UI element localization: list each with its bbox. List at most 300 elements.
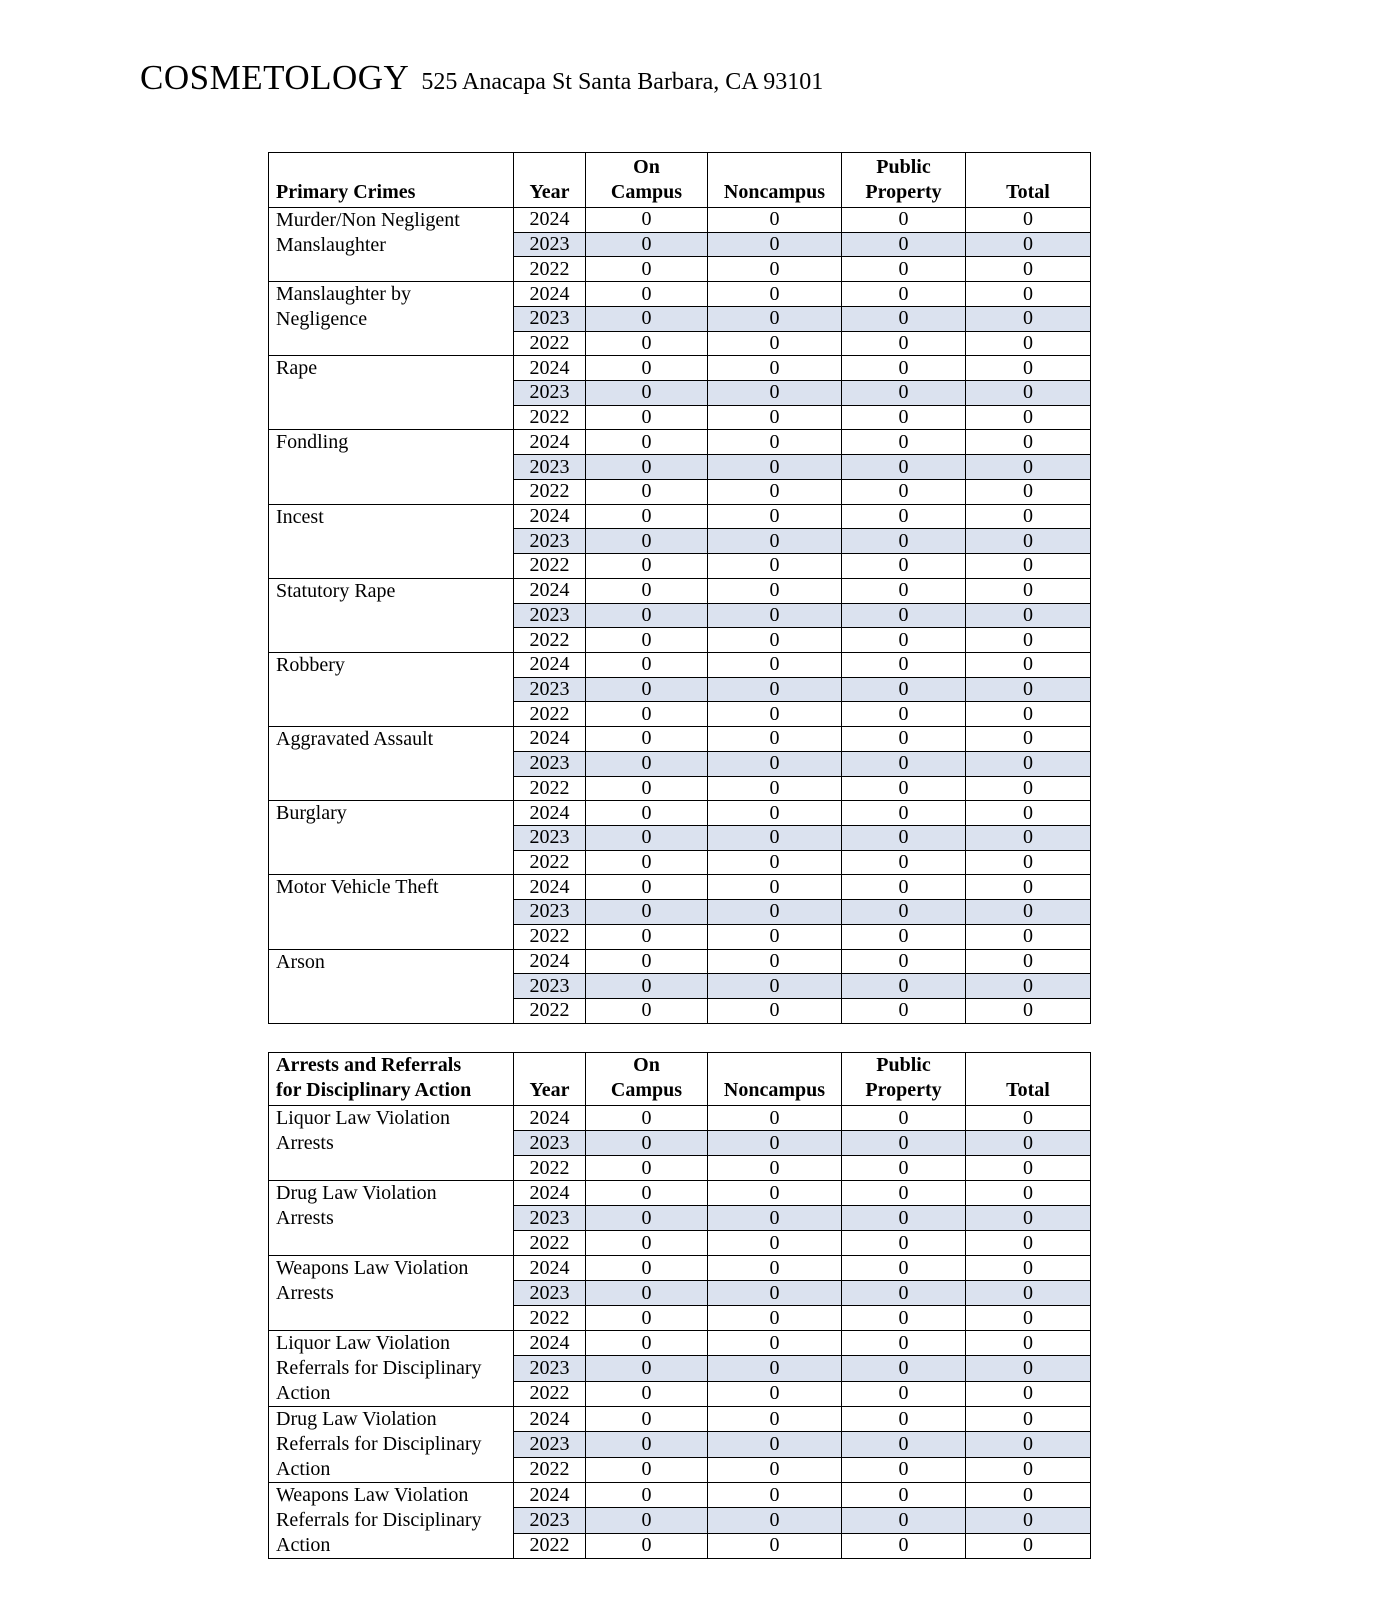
value-cell: 0 (586, 455, 708, 480)
value-cell: 0 (966, 381, 1091, 406)
value-cell: 0 (708, 1306, 842, 1331)
value-cell: 0 (966, 1131, 1091, 1156)
year-cell: 2022 (514, 628, 586, 653)
value-cell: 0 (586, 924, 708, 949)
robbery-row-2024 (269, 652, 1091, 677)
value-cell: 0 (708, 1457, 842, 1482)
value-cell: 0 (586, 282, 708, 307)
year-cell: 2024 (514, 875, 586, 900)
primary-crimes-title-line-1: Primary Crimes (276, 181, 416, 203)
category-name-cell (269, 875, 514, 949)
manslaughter-by-negligence-row-2024 (269, 282, 1091, 307)
value-cell: 0 (842, 850, 966, 875)
value-cell: 0 (708, 974, 842, 999)
year-cell: 2022 (514, 702, 586, 727)
value-cell: 0 (966, 751, 1091, 776)
year-cell: 2023 (514, 1206, 586, 1231)
value-cell: 0 (586, 652, 708, 677)
value-cell: 0 (586, 949, 708, 974)
value-cell: 0 (966, 306, 1091, 331)
value-cell: 0 (966, 554, 1091, 579)
value-cell: 0 (842, 1381, 966, 1406)
year-cell: 2024 (514, 356, 586, 381)
value-cell: 0 (586, 702, 708, 727)
value-cell: 0 (586, 578, 708, 603)
value-cell: 0 (708, 381, 842, 406)
year-cell: 2023 (514, 1356, 586, 1381)
arrests-and-referrals-title-line-1: Arrests and Referrals (276, 1054, 462, 1076)
drug-law-violation-referrals-for-disciplinary-action-line-3: Action (276, 1458, 331, 1480)
year-cell: 2022 (514, 999, 586, 1024)
year-cell: 2024 (514, 1483, 586, 1508)
value-cell: 0 (586, 801, 708, 826)
rape-line-1: Rape (276, 357, 318, 380)
value-cell: 0 (708, 801, 842, 826)
column-header-public-property (842, 153, 966, 208)
column-header-on-campus (586, 153, 708, 208)
value-cell: 0 (966, 257, 1091, 282)
column-header-public-property-line-2: Property (865, 1079, 942, 1101)
value-cell: 0 (842, 1508, 966, 1533)
category-name-cell (269, 1181, 514, 1256)
value-cell: 0 (966, 1331, 1091, 1356)
arson-row-2024 (269, 949, 1091, 974)
document-header (140, 58, 823, 98)
column-header-year (514, 1053, 586, 1106)
primary-crimes-table-body (269, 208, 1091, 1024)
year-cell: 2023 (514, 825, 586, 850)
column-header-public-property-line-1: Public (876, 1054, 931, 1076)
value-cell: 0 (842, 776, 966, 801)
weapons-law-violation-referrals-for-disciplinary-action-line-3: Action (276, 1534, 331, 1556)
year-cell: 2024 (514, 1106, 586, 1131)
value-cell: 0 (586, 727, 708, 752)
value-cell: 0 (966, 1533, 1091, 1558)
value-cell: 0 (708, 1156, 842, 1181)
year-cell: 2023 (514, 1508, 586, 1533)
value-cell: 0 (842, 356, 966, 381)
arson-line-1: Arson (276, 950, 325, 973)
value-cell: 0 (842, 1306, 966, 1331)
value-cell: 0 (708, 455, 842, 480)
value-cell: 0 (842, 1181, 966, 1206)
value-cell: 0 (966, 282, 1091, 307)
value-cell: 0 (586, 1508, 708, 1533)
value-cell: 0 (966, 727, 1091, 752)
value-cell: 0 (842, 999, 966, 1024)
column-header-year-line-1: Year (529, 181, 570, 203)
value-cell: 0 (842, 875, 966, 900)
primary-crimes-title-header (269, 153, 514, 208)
value-cell: 0 (586, 1457, 708, 1482)
value-cell: 0 (842, 1331, 966, 1356)
value-cell: 0 (708, 1508, 842, 1533)
year-cell: 2024 (514, 652, 586, 677)
value-cell: 0 (966, 677, 1091, 702)
category-name-cell (269, 1256, 514, 1331)
arrests-referrals-table-header (269, 1053, 1091, 1106)
value-cell: 0 (842, 479, 966, 504)
value-cell: 0 (586, 356, 708, 381)
value-cell: 0 (966, 1106, 1091, 1131)
year-cell: 2022 (514, 257, 586, 282)
value-cell: 0 (842, 1356, 966, 1381)
value-cell: 0 (708, 603, 842, 628)
column-header-on-campus-line-1: On (633, 1054, 660, 1076)
value-cell: 0 (966, 1256, 1091, 1281)
category-name-cell (269, 430, 514, 504)
value-cell: 0 (708, 1206, 842, 1231)
value-cell: 0 (966, 1381, 1091, 1406)
value-cell: 0 (586, 974, 708, 999)
value-cell: 0 (842, 232, 966, 257)
value-cell: 0 (586, 1256, 708, 1281)
category-name-cell (269, 1331, 514, 1407)
value-cell: 0 (966, 504, 1091, 529)
value-cell: 0 (966, 603, 1091, 628)
year-cell: 2023 (514, 455, 586, 480)
category-name-cell (269, 727, 514, 801)
column-header-total (966, 153, 1091, 208)
value-cell: 0 (708, 1356, 842, 1381)
value-cell: 0 (586, 1206, 708, 1231)
value-cell: 0 (966, 331, 1091, 356)
arrests-referrals-table (268, 1052, 1091, 1559)
year-cell: 2023 (514, 381, 586, 406)
value-cell: 0 (586, 1356, 708, 1381)
value-cell: 0 (586, 1306, 708, 1331)
value-cell: 0 (586, 430, 708, 455)
value-cell: 0 (966, 1407, 1091, 1432)
value-cell: 0 (708, 405, 842, 430)
value-cell: 0 (966, 924, 1091, 949)
value-cell: 0 (586, 825, 708, 850)
value-cell: 0 (708, 1407, 842, 1432)
year-cell: 2024 (514, 1181, 586, 1206)
incest-line-1: Incest (276, 505, 324, 528)
value-cell: 0 (586, 1131, 708, 1156)
value-cell: 0 (966, 776, 1091, 801)
value-cell: 0 (708, 208, 842, 233)
manslaughter-by-negligence-line-1: Manslaughter by (276, 283, 411, 306)
value-cell: 0 (708, 282, 842, 307)
column-header-on-campus (586, 1053, 708, 1106)
murder-non-negligent-manslaughter-line-2: Manslaughter (276, 233, 386, 256)
value-cell: 0 (842, 1407, 966, 1432)
value-cell: 0 (966, 825, 1091, 850)
value-cell: 0 (586, 208, 708, 233)
primary-crimes-header-row (269, 153, 1091, 208)
value-cell: 0 (842, 677, 966, 702)
value-cell: 0 (842, 504, 966, 529)
value-cell: 0 (708, 825, 842, 850)
fondling-row-2024 (269, 430, 1091, 455)
year-cell: 2023 (514, 677, 586, 702)
value-cell: 0 (842, 1533, 966, 1558)
value-cell: 0 (586, 751, 708, 776)
year-cell: 2022 (514, 479, 586, 504)
value-cell: 0 (842, 1156, 966, 1181)
year-cell: 2024 (514, 1331, 586, 1356)
value-cell: 0 (708, 677, 842, 702)
year-cell: 2022 (514, 1156, 586, 1181)
column-header-public-property-line-1: Public (876, 156, 931, 178)
value-cell: 0 (708, 900, 842, 925)
value-cell: 0 (708, 949, 842, 974)
value-cell: 0 (842, 381, 966, 406)
column-header-total-line-1: Total (1006, 1079, 1050, 1101)
column-header-year-line-1: Year (529, 1079, 570, 1101)
category-name-cell (269, 282, 514, 356)
arrests-and-referrals-header-row (269, 1053, 1091, 1106)
motor-vehicle-theft-line-1: Motor Vehicle Theft (276, 876, 439, 899)
value-cell: 0 (708, 479, 842, 504)
column-header-total-line-1: Total (1006, 181, 1050, 203)
year-cell: 2023 (514, 306, 586, 331)
value-cell: 0 (708, 331, 842, 356)
category-name-cell (269, 801, 514, 875)
value-cell: 0 (966, 850, 1091, 875)
manslaughter-by-negligence-line-2: Negligence (276, 307, 368, 330)
year-cell: 2023 (514, 603, 586, 628)
value-cell: 0 (586, 479, 708, 504)
category-name-cell (269, 578, 514, 652)
value-cell: 0 (586, 1106, 708, 1131)
value-cell: 0 (842, 1483, 966, 1508)
value-cell: 0 (842, 282, 966, 307)
value-cell: 0 (842, 652, 966, 677)
year-cell: 2024 (514, 504, 586, 529)
value-cell: 0 (708, 1483, 842, 1508)
weapons-law-violation-referrals-for-disciplinary-action-row-2024 (269, 1483, 1091, 1508)
value-cell: 0 (966, 801, 1091, 826)
value-cell: 0 (966, 578, 1091, 603)
year-cell: 2024 (514, 1407, 586, 1432)
value-cell: 0 (966, 1306, 1091, 1331)
category-name-cell (269, 356, 514, 430)
year-cell: 2024 (514, 801, 586, 826)
liquor-law-violation-arrests-line-2: Arrests (276, 1132, 334, 1154)
value-cell: 0 (966, 900, 1091, 925)
year-cell: 2024 (514, 208, 586, 233)
value-cell: 0 (708, 1131, 842, 1156)
value-cell: 0 (842, 900, 966, 925)
aggravated-assault-row-2024 (269, 727, 1091, 752)
year-cell: 2022 (514, 331, 586, 356)
category-name-cell (269, 1483, 514, 1559)
value-cell: 0 (708, 850, 842, 875)
value-cell: 0 (966, 1457, 1091, 1482)
value-cell: 0 (966, 1156, 1091, 1181)
value-cell: 0 (586, 257, 708, 282)
value-cell: 0 (708, 1533, 842, 1558)
primary-crimes-table-header (269, 153, 1091, 208)
year-cell: 2022 (514, 924, 586, 949)
column-header-noncampus (708, 153, 842, 208)
year-cell: 2024 (514, 578, 586, 603)
value-cell: 0 (708, 504, 842, 529)
weapons-law-violation-arrests-row-2024 (269, 1256, 1091, 1281)
column-header-noncampus-line-1: Noncampus (723, 181, 826, 203)
year-cell: 2023 (514, 1131, 586, 1156)
value-cell: 0 (966, 455, 1091, 480)
value-cell: 0 (586, 1407, 708, 1432)
value-cell: 0 (842, 331, 966, 356)
value-cell: 0 (842, 1231, 966, 1256)
value-cell: 0 (708, 1231, 842, 1256)
value-cell: 0 (842, 455, 966, 480)
year-cell: 2022 (514, 554, 586, 579)
value-cell: 0 (842, 578, 966, 603)
category-name-cell (269, 1106, 514, 1181)
year-cell: 2022 (514, 1231, 586, 1256)
value-cell: 0 (966, 208, 1091, 233)
value-cell: 0 (966, 875, 1091, 900)
year-cell: 2024 (514, 282, 586, 307)
category-name-cell (269, 504, 514, 578)
value-cell: 0 (708, 430, 842, 455)
column-header-noncampus (708, 1053, 842, 1106)
value-cell: 0 (586, 1231, 708, 1256)
value-cell: 0 (708, 578, 842, 603)
value-cell: 0 (586, 232, 708, 257)
arrests-referrals-table-body (269, 1106, 1091, 1559)
value-cell: 0 (966, 702, 1091, 727)
value-cell: 0 (842, 1256, 966, 1281)
column-header-public-property-line-2: Property (865, 181, 942, 203)
burglary-row-2024 (269, 801, 1091, 826)
value-cell: 0 (842, 801, 966, 826)
value-cell: 0 (708, 1181, 842, 1206)
category-name-cell (269, 949, 514, 1023)
value-cell: 0 (708, 257, 842, 282)
value-cell: 0 (586, 1331, 708, 1356)
arrests-and-referrals-title-header (269, 1053, 514, 1106)
value-cell: 0 (966, 974, 1091, 999)
value-cell: 0 (586, 306, 708, 331)
value-cell: 0 (708, 751, 842, 776)
value-cell: 0 (708, 232, 842, 257)
value-cell: 0 (842, 702, 966, 727)
value-cell: 0 (842, 430, 966, 455)
value-cell: 0 (842, 1206, 966, 1231)
value-cell: 0 (708, 702, 842, 727)
value-cell: 0 (966, 949, 1091, 974)
value-cell: 0 (966, 1508, 1091, 1533)
burglary-line-1: Burglary (276, 802, 347, 825)
value-cell: 0 (708, 727, 842, 752)
value-cell: 0 (842, 974, 966, 999)
value-cell: 0 (708, 1331, 842, 1356)
value-cell: 0 (842, 1106, 966, 1131)
value-cell: 0 (586, 999, 708, 1024)
column-header-total (966, 1053, 1091, 1106)
drug-law-violation-arrests-line-1: Drug Law Violation (276, 1182, 437, 1204)
value-cell: 0 (586, 875, 708, 900)
rape-row-2024 (269, 356, 1091, 381)
statutory-rape-line-1: Statutory Rape (276, 579, 396, 602)
motor-vehicle-theft-row-2024 (269, 875, 1091, 900)
incest-row-2024 (269, 504, 1091, 529)
value-cell: 0 (842, 529, 966, 554)
value-cell: 0 (966, 1231, 1091, 1256)
value-cell: 0 (586, 850, 708, 875)
value-cell: 0 (842, 1281, 966, 1306)
value-cell: 0 (842, 1131, 966, 1156)
value-cell: 0 (586, 603, 708, 628)
year-cell: 2022 (514, 850, 586, 875)
value-cell: 0 (586, 554, 708, 579)
value-cell: 0 (586, 529, 708, 554)
year-cell: 2023 (514, 900, 586, 925)
liquor-law-violation-referrals-for-disciplinary-action-line-3: Action (276, 1382, 331, 1404)
value-cell: 0 (966, 356, 1091, 381)
value-cell: 0 (842, 208, 966, 233)
campus-address: 525 Anacapa St Santa Barbara, CA 93101 (421, 69, 824, 95)
value-cell: 0 (966, 628, 1091, 653)
value-cell: 0 (586, 776, 708, 801)
value-cell: 0 (842, 306, 966, 331)
column-header-public-property (842, 1053, 966, 1106)
value-cell: 0 (586, 1381, 708, 1406)
value-cell: 0 (708, 1256, 842, 1281)
weapons-law-violation-referrals-for-disciplinary-action-line-1: Weapons Law Violation (276, 1484, 469, 1506)
value-cell: 0 (966, 1206, 1091, 1231)
aggravated-assault-line-1: Aggravated Assault (276, 728, 434, 751)
murder-non-negligent-manslaughter-line-1: Murder/Non Negligent (276, 209, 460, 231)
fondling-line-1: Fondling (276, 431, 349, 454)
value-cell: 0 (586, 900, 708, 925)
category-name-cell (269, 652, 514, 726)
drug-law-violation-arrests-line-2: Arrests (276, 1207, 334, 1229)
column-header-noncampus-line-1: Noncampus (723, 1079, 826, 1101)
year-cell: 2024 (514, 727, 586, 752)
value-cell: 0 (966, 652, 1091, 677)
value-cell: 0 (966, 405, 1091, 430)
value-cell: 0 (708, 652, 842, 677)
value-cell: 0 (586, 677, 708, 702)
value-cell: 0 (586, 504, 708, 529)
weapons-law-violation-arrests-line-1: Weapons Law Violation (276, 1257, 469, 1279)
value-cell: 0 (708, 628, 842, 653)
year-cell: 2022 (514, 405, 586, 430)
category-name-cell (269, 1407, 514, 1483)
value-cell: 0 (966, 1181, 1091, 1206)
value-cell: 0 (708, 306, 842, 331)
value-cell: 0 (966, 999, 1091, 1024)
value-cell: 0 (842, 405, 966, 430)
value-cell: 0 (586, 628, 708, 653)
year-cell: 2022 (514, 1457, 586, 1482)
liquor-law-violation-referrals-for-disciplinary-action-line-1: Liquor Law Violation (276, 1332, 450, 1354)
value-cell: 0 (586, 1533, 708, 1558)
murder-non-negligent-manslaughter-row-2024 (269, 208, 1091, 233)
year-cell: 2022 (514, 1533, 586, 1558)
drug-law-violation-referrals-for-disciplinary-action-row-2024 (269, 1407, 1091, 1432)
value-cell: 0 (586, 381, 708, 406)
value-cell: 0 (842, 1457, 966, 1482)
value-cell: 0 (708, 529, 842, 554)
value-cell: 0 (842, 257, 966, 282)
year-cell: 2024 (514, 430, 586, 455)
year-cell: 2022 (514, 776, 586, 801)
value-cell: 0 (842, 554, 966, 579)
value-cell: 0 (708, 776, 842, 801)
value-cell: 0 (708, 1281, 842, 1306)
value-cell: 0 (586, 1281, 708, 1306)
value-cell: 0 (708, 1381, 842, 1406)
robbery-line-1: Robbery (276, 653, 345, 676)
